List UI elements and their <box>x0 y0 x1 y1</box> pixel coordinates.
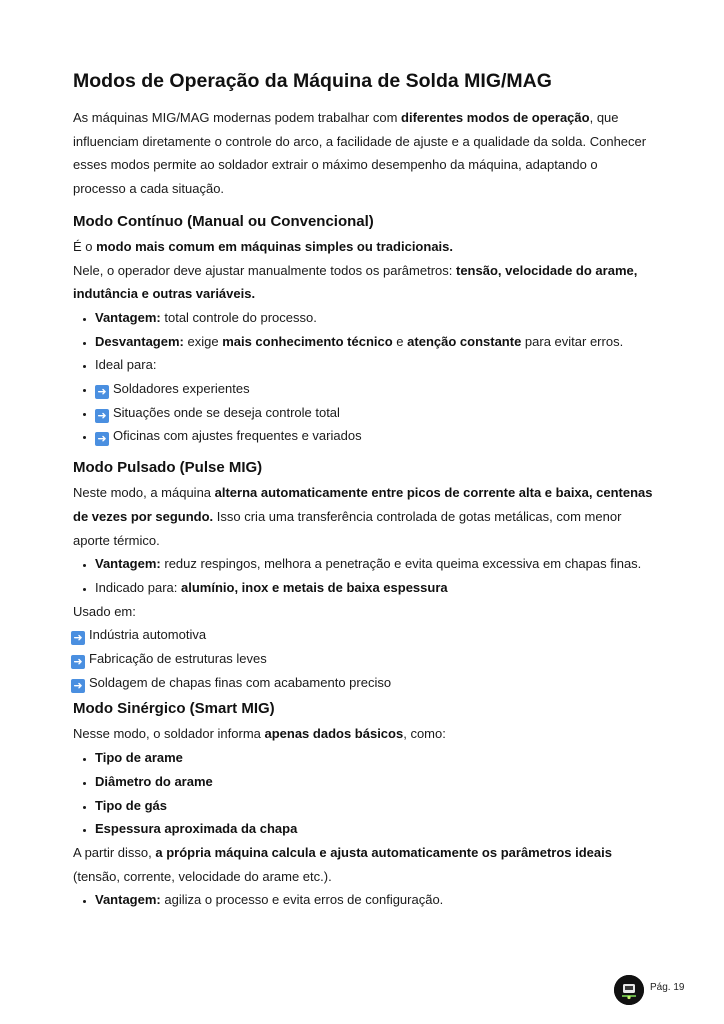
usado-item <box>71 623 653 647</box>
desvantagem-label: Desvantagem: <box>95 333 184 349</box>
section-continuo <box>73 209 653 448</box>
list-item <box>73 377 653 401</box>
arrow-right-icon: ➜ <box>95 385 109 399</box>
desv-text-2: e <box>392 333 408 349</box>
usado-item <box>71 671 653 695</box>
intro-paragraph <box>73 106 653 201</box>
pulsado-bold: alterna automaticamente entre picos de corrente alta e baixa, centenas de vezes por segundo. <box>73 485 653 524</box>
intro-text-2: , que influenciam diretamente o controle do arco, a facilidade de ajuste e a qualidade da solda. Conhecer esses modos permite ao soldador extrair o máximo desempenho da máquina, adaptando o processo a cada situação. <box>73 110 647 197</box>
vantagem-text: agiliza o processo e evita erros de configuração. <box>160 892 444 908</box>
list-item <box>73 424 653 448</box>
continuo-l2-bold: tensão, velocidade do arame, indutância e outras variáveis. <box>73 262 638 302</box>
pulsado-text-1: Neste modo, a máquina <box>73 485 215 501</box>
list-item-text: Tipo de arame <box>95 750 183 766</box>
usado-item-text: Indústria automotiva <box>89 627 207 643</box>
document-page <box>73 66 653 912</box>
usado-em-label: Usado em: <box>73 603 136 619</box>
pulsado-paragraph <box>73 481 653 552</box>
continuo-l1-text: É o <box>73 238 97 254</box>
continuo-l1-bold: modo mais comum em máquinas simples ou tradicionais. <box>96 238 453 254</box>
list-item <box>73 353 653 377</box>
page-title: Modos de Operação da Máquina de Solda MIG/MAG <box>73 70 552 92</box>
intro-bold: diferentes modos de operação <box>401 110 590 125</box>
desv-text-1: exige <box>183 333 223 349</box>
usado-item <box>71 647 653 671</box>
list-item <box>73 770 653 794</box>
list-item-text: Diâmetro do arame <box>95 773 213 789</box>
list-item <box>73 746 653 770</box>
vantagem-label: Vantagem: <box>95 309 161 325</box>
ideal-para-text: Ideal para: <box>95 357 157 373</box>
indicado-bold: alumínio, inox e metais de baixa espessura <box>181 579 448 595</box>
sinergico-p2-bold: a própria máquina calcula e ajusta automaticamente os parâmetros ideais <box>155 844 612 860</box>
arrow-right-icon: ➜ <box>71 631 85 645</box>
continuo-list <box>73 306 653 448</box>
section-sinergico <box>73 696 653 912</box>
vantagem-text: total controle do processo. <box>160 309 317 325</box>
list-item <box>73 817 653 841</box>
list-item-text: Situações onde se deseja controle total <box>113 404 340 420</box>
list-item <box>73 576 653 600</box>
list-item-text: Soldadores experientes <box>113 381 250 397</box>
sinergico-list <box>73 746 653 841</box>
list-item <box>73 552 653 576</box>
arrow-right-icon: ➜ <box>95 432 109 446</box>
sinergico-bold: apenas dados básicos <box>264 726 404 742</box>
welder-logo-icon <box>614 975 644 1005</box>
sinergico-list-2 <box>73 888 653 912</box>
sinergico-p2-text-1: A partir disso, <box>73 844 156 860</box>
list-item <box>73 794 653 818</box>
list-item <box>73 888 653 912</box>
arrow-right-icon: ➜ <box>71 679 85 693</box>
arrow-right-icon: ➜ <box>95 409 109 423</box>
sinergico-text-1: Nesse modo, o soldador informa <box>73 726 265 742</box>
list-item <box>73 330 653 354</box>
continuo-line-2 <box>73 259 653 306</box>
heading-pulsado: Modo Pulsado (Pulse MIG) <box>73 459 263 477</box>
usado-item-text: Soldagem de chapas finas com acabamento preciso <box>89 674 392 690</box>
vantagem-label: Vantagem: <box>95 556 161 572</box>
heading-sinergico: Modo Sinérgico (Smart MIG) <box>73 700 275 718</box>
list-item <box>73 401 653 425</box>
continuo-l2-text: Nele, o operador deve ajustar manualmente todos os parâmetros: <box>73 262 456 278</box>
vantagem-text: reduz respingos, melhora a penetração e evita queima excessiva em chapas finas. <box>160 556 642 572</box>
list-item-text: Espessura aproximada da chapa <box>95 821 298 837</box>
indicado-label: Indicado para: <box>95 579 182 595</box>
logo-icon <box>614 975 644 1005</box>
sinergico-paragraph <box>73 722 653 746</box>
usado-item-text: Fabricação de estruturas leves <box>89 651 267 667</box>
desv-bold-1: mais conhecimento técnico <box>222 333 393 349</box>
desv-bold-2: atenção constante <box>407 333 522 349</box>
vantagem-label: Vantagem: <box>95 892 161 908</box>
sinergico-p2-text-2: (tensão, corrente, velocidade do arame etc.). <box>73 868 332 884</box>
list-item-text: Tipo de gás <box>95 797 167 813</box>
page-number: Pág. 19 <box>650 982 685 993</box>
section-pulsado <box>73 455 653 694</box>
desv-text-3: para evitar erros. <box>521 333 624 349</box>
continuo-line-1 <box>73 235 653 259</box>
pulsado-list <box>73 552 653 599</box>
list-item-text: Oficinas com ajustes frequentes e variados <box>113 428 362 444</box>
intro-text-1: As máquinas MIG/MAG modernas podem trabalhar com <box>73 110 402 125</box>
heading-continuo: Modo Contínuo (Manual ou Convencional) <box>73 212 374 230</box>
arrow-right-icon: ➜ <box>71 655 85 669</box>
sinergico-paragraph-2 <box>73 841 653 888</box>
list-item <box>73 306 653 330</box>
pulsado-text-2: Isso cria uma transferência controlada de gotas metálicas, com menor aporte térmico. <box>73 508 622 548</box>
sinergico-text-2: , como: <box>403 726 446 742</box>
